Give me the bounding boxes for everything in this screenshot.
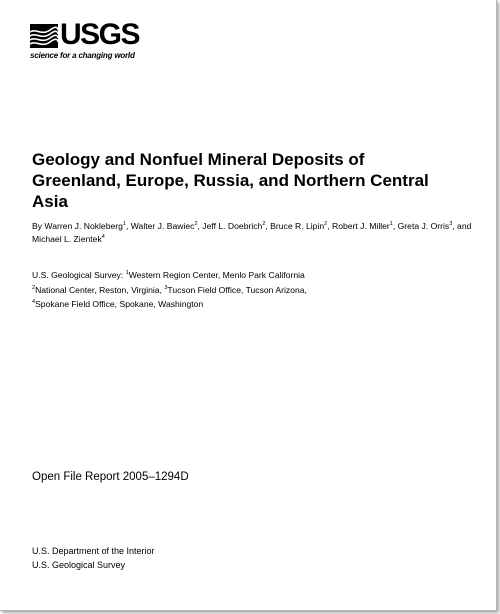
usgs-logo: [30, 18, 145, 66]
author-separator: ,: [265, 221, 271, 231]
affiliation-mark: 4: [32, 299, 36, 306]
usgs-logo-text: USGS: [60, 18, 140, 51]
affiliation-mark: 1: [125, 270, 129, 277]
author-affiliation-mark: 4: [101, 234, 105, 241]
affiliation-list: [32, 268, 472, 312]
affiliation-agency: U.S. Geological Survey:: [32, 270, 126, 280]
author-affiliation-mark: 2: [324, 221, 328, 228]
department-block: [32, 544, 155, 572]
department-line: U.S. Department of the Interior: [32, 546, 155, 556]
author-affiliation-mark: 2: [262, 221, 266, 228]
document-title: Geology and Nonfuel Mineral Deposits of Greenland, Europe, Russia, and Northern Central Asia: [32, 150, 429, 211]
affiliation-mark: 3: [164, 284, 168, 291]
author-separator: , and: [452, 221, 472, 231]
affiliation-text: Tucson Field Office, Tucson Arizona,: [167, 284, 307, 295]
affiliation-text: National Center, Reston, Virginia,: [35, 284, 165, 295]
author-name: Walter J. Bawiec: [130, 221, 195, 231]
affiliation-line: [32, 283, 472, 298]
report-number: Open File Report 2005–1294D: [32, 471, 189, 483]
author-prefix: By: [32, 221, 45, 231]
author-list: [32, 220, 482, 246]
author-name: Robert J. Miller: [332, 221, 390, 231]
author-affiliation-mark: 1: [389, 221, 393, 228]
author-separator: ,: [125, 221, 131, 231]
author-separator: ,: [327, 221, 332, 231]
author-affiliation-mark: 2: [194, 221, 198, 228]
affiliation-mark: 2: [32, 284, 36, 291]
affiliation-line: [32, 297, 472, 312]
department-line: U.S. Geological Survey: [32, 560, 126, 570]
author-name: Jeff L. Doebrich: [202, 221, 263, 231]
author-name: Greta J. Orris: [397, 221, 450, 231]
author-separator: ,: [197, 221, 203, 231]
author-name: Michael L. Zientek: [32, 234, 102, 244]
author-name: Warren J. Nokleberg: [44, 221, 123, 231]
usgs-tagline: science for a changing world: [30, 51, 135, 60]
usgs-wave-icon: [30, 24, 58, 48]
author-separator: ,: [392, 221, 398, 231]
affiliation-text: Spokane Field Office, Spokane, Washington: [35, 299, 204, 309]
author-affiliation-mark: 1: [122, 221, 126, 228]
affiliation-line: [32, 268, 472, 283]
author-name: Bruce R. Lipin: [270, 221, 325, 231]
affiliation-text: Western Region Center, Menlo Park California: [128, 270, 305, 280]
author-affiliation-mark: 3: [449, 221, 453, 228]
